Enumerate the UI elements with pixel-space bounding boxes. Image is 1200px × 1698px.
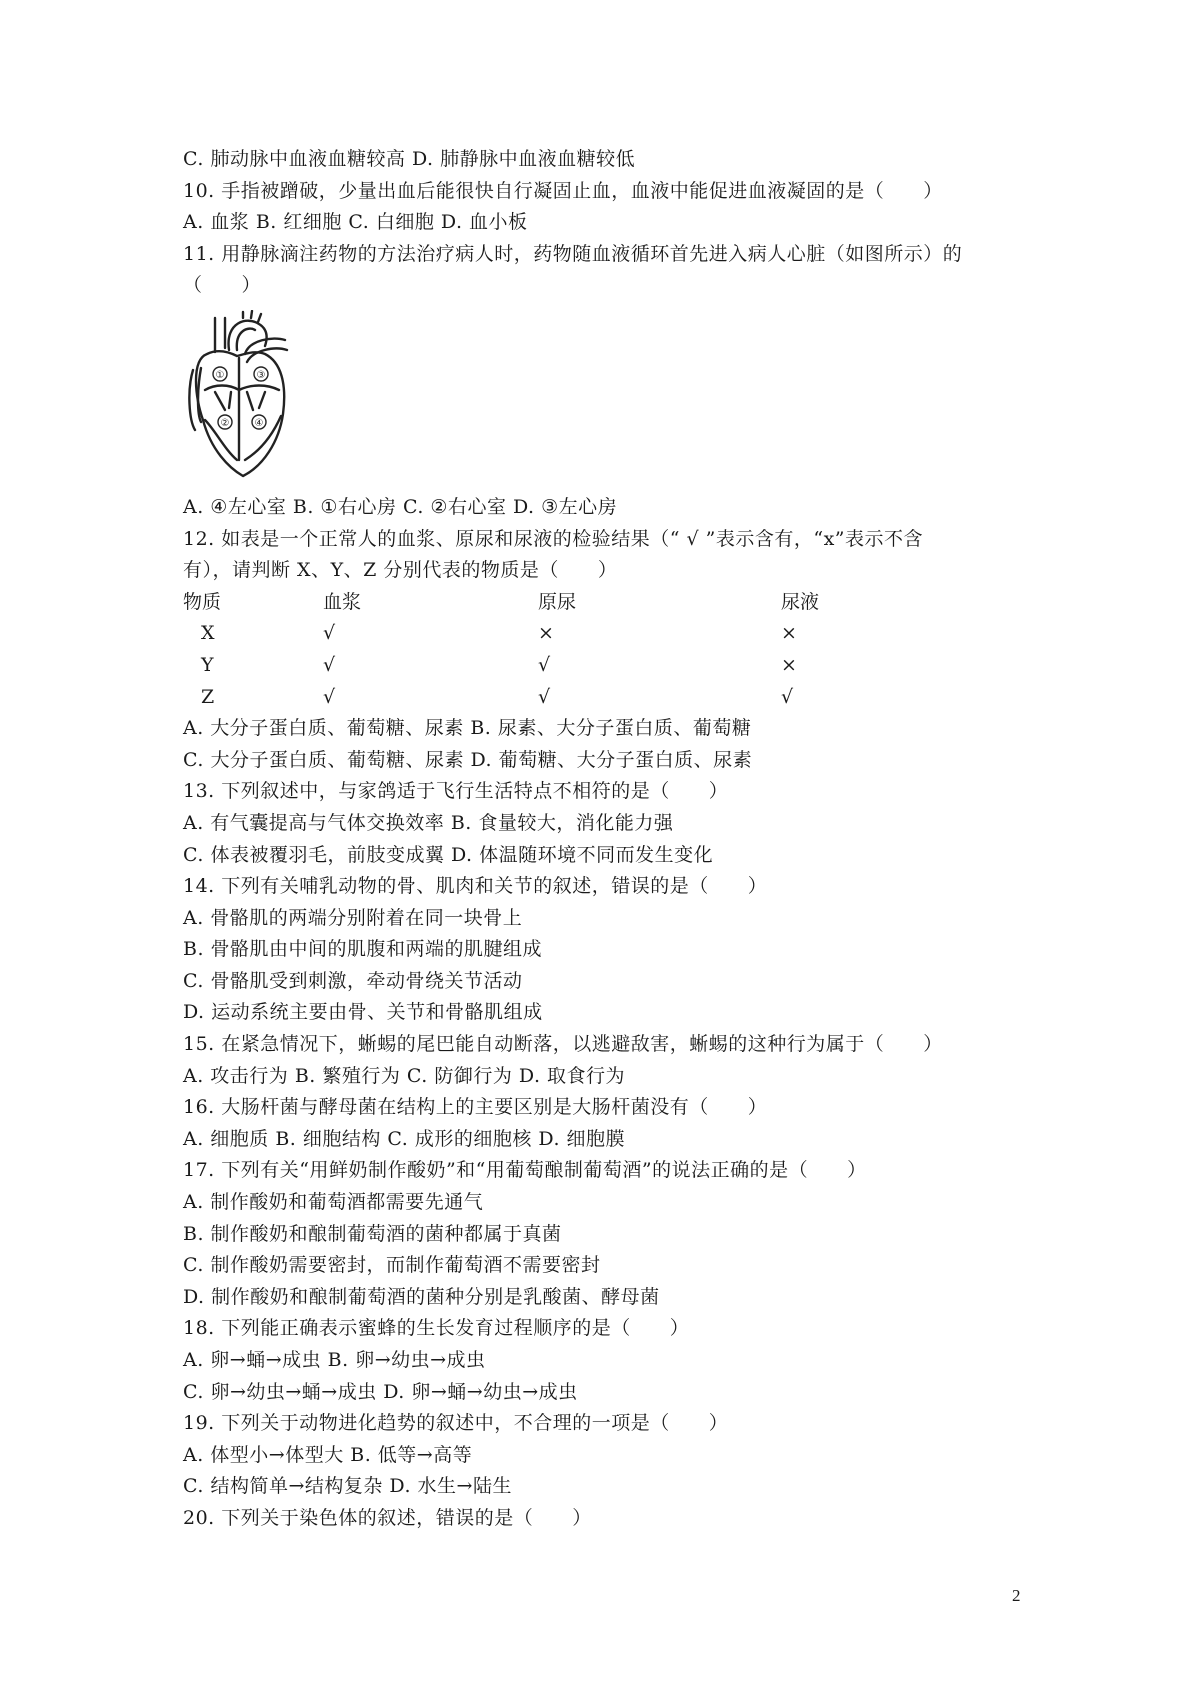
options-14: D. 运动系统主要由骨、关节和骨骼肌组成 <box>183 1001 543 1024</box>
table-header: 尿液 <box>781 590 820 613</box>
table-row <box>183 650 1043 682</box>
label-3: ③ <box>256 369 266 381</box>
question-20: 20. 下列关于染色体的叙述，错误的是（ ） <box>183 1506 592 1529</box>
table-row <box>183 682 1043 714</box>
table-cell: √ <box>323 622 336 645</box>
table-cell: √ <box>538 685 551 708</box>
table-cell: √ <box>323 653 336 676</box>
table-cell: × <box>538 622 554 645</box>
options-17: B. 制作酸奶和酿制葡萄酒的菌种都属于真菌 <box>183 1222 562 1245</box>
heart-figure <box>183 302 1043 492</box>
question-15: 15. 在紧急情况下，蜥蜴的尾巴能自动断落，以逃避敌害，蜥蜴的这种行为属于（ ） <box>183 1033 943 1056</box>
options-14: A. 骨骼肌的两端分别附着在同一块骨上 <box>183 906 523 929</box>
page-content <box>183 144 1043 1535</box>
table-cell: × <box>781 622 797 645</box>
options-13: A. 有气囊提高与气体交换效率 B. 食量较大，消化能力强 <box>183 811 674 834</box>
question-10: 10. 手指被蹭破，少量出血后能很快自行凝固止血，血液中能促进血液凝固的是（ ） <box>183 179 943 202</box>
question-13: 13. 下列叙述中，与家鸽适于飞行生活特点不相符的是（ ） <box>183 780 729 803</box>
options-12: C. 大分子蛋白质、葡萄糖、尿素 D. 葡萄糖、大分子蛋白质、尿素 <box>183 748 753 771</box>
question-17: 17. 下列有关“用鲜奶制作酸奶”和“用葡萄酿制葡萄酒”的说法正确的是（ ） <box>183 1159 867 1182</box>
options-17: D. 制作酸奶和酿制葡萄酒的菌种分别是乳酸菌、酵母菌 <box>183 1285 660 1308</box>
heart-diagram <box>185 310 295 490</box>
aorta <box>229 321 267 350</box>
table-cell: √ <box>323 685 336 708</box>
question-18: 18. 下列能正确表示蜜蜂的生长发育过程顺序的是（ ） <box>183 1317 690 1340</box>
text-line: C. 肺动脉中血液血糖较高 D. 肺静脉中血液血糖较低 <box>183 148 636 170</box>
options-17: A. 制作酸奶和葡萄酒都需要先通气 <box>183 1191 484 1214</box>
table-cell: X <box>201 622 215 645</box>
label-2: ② <box>220 417 230 429</box>
question-16: 16. 大肠杆菌与酵母菌在结构上的主要区别是大肠杆菌没有（ ） <box>183 1096 768 1119</box>
options-19: A. 体型小→体型大 B. 低等→高等 <box>183 1443 473 1466</box>
page-number: 2 <box>1012 1586 1021 1605</box>
table-header: 物质 <box>183 590 222 613</box>
question-14: 14. 下列有关哺乳动物的骨、肌肉和关节的叙述，错误的是（ ） <box>183 875 768 898</box>
options-16: A. 细胞质 B. 细胞结构 C. 成形的细胞核 D. 细胞膜 <box>183 1127 626 1150</box>
question-12-cont: 有），请判断 X、Y、Z 分别代表的物质是（ ） <box>183 559 618 582</box>
result-table <box>183 587 1043 713</box>
options-12: A. 大分子蛋白质、葡萄糖、尿素 B. 尿素、大分子蛋白质、葡萄糖 <box>183 717 752 740</box>
question-12: 12. 如表是一个正常人的血浆、原尿和尿液的检验结果（“ √ ”表示含有，“x”表示不含 <box>183 527 924 550</box>
vena-cava <box>215 318 225 352</box>
options-17: C. 制作酸奶需要密封，而制作葡萄酒不需要密封 <box>183 1254 601 1277</box>
options-18: C. 卵→幼虫→蛹→成虫 D. 卵→蛹→幼虫→成虫 <box>183 1380 578 1403</box>
table-cell: Z <box>201 685 215 708</box>
label-1: ① <box>215 369 225 381</box>
question-11-paren: （ ） <box>183 274 262 297</box>
table-row <box>183 618 1043 650</box>
label-4: ④ <box>254 417 264 429</box>
options-19: C. 结构简单→结构复杂 D. 水生→陆生 <box>183 1475 512 1498</box>
table-header: 血浆 <box>323 590 362 613</box>
table-cell: Y <box>201 653 214 676</box>
options-11: A. ④左心室 B. ①右心房 C. ②右心室 D. ③左心房 <box>183 495 618 518</box>
table-cell: × <box>781 653 797 676</box>
table-header: 原尿 <box>538 590 577 613</box>
question-19: 19. 下列关于动物进化趋势的叙述中，不合理的一项是（ ） <box>183 1412 729 1435</box>
options-15: A. 攻击行为 B. 繁殖行为 C. 防御行为 D. 取食行为 <box>183 1064 626 1087</box>
options-18: A. 卵→蛹→成虫 B. 卵→幼虫→成虫 <box>183 1349 486 1371</box>
table-cell: √ <box>538 653 551 676</box>
table-cell: √ <box>781 685 794 708</box>
options-10: A. 血浆 B. 红细胞 C. 白细胞 D. 血小板 <box>183 211 528 234</box>
table-header-row <box>183 587 1043 619</box>
question-11: 11. 用静脉滴注药物的方法治疗病人时，药物随血液循环首先进入病人心脏（如图所示）的 <box>183 242 963 265</box>
options-14: C. 骨骼肌受到刺激，牵动骨绕关节活动 <box>183 969 523 992</box>
options-14: B. 骨骼肌由中间的肌腹和两端的肌腱组成 <box>183 938 543 961</box>
options-13: C. 体表被覆羽毛，前肢变成翼 D. 体温随环境不同而发生变化 <box>183 843 714 866</box>
